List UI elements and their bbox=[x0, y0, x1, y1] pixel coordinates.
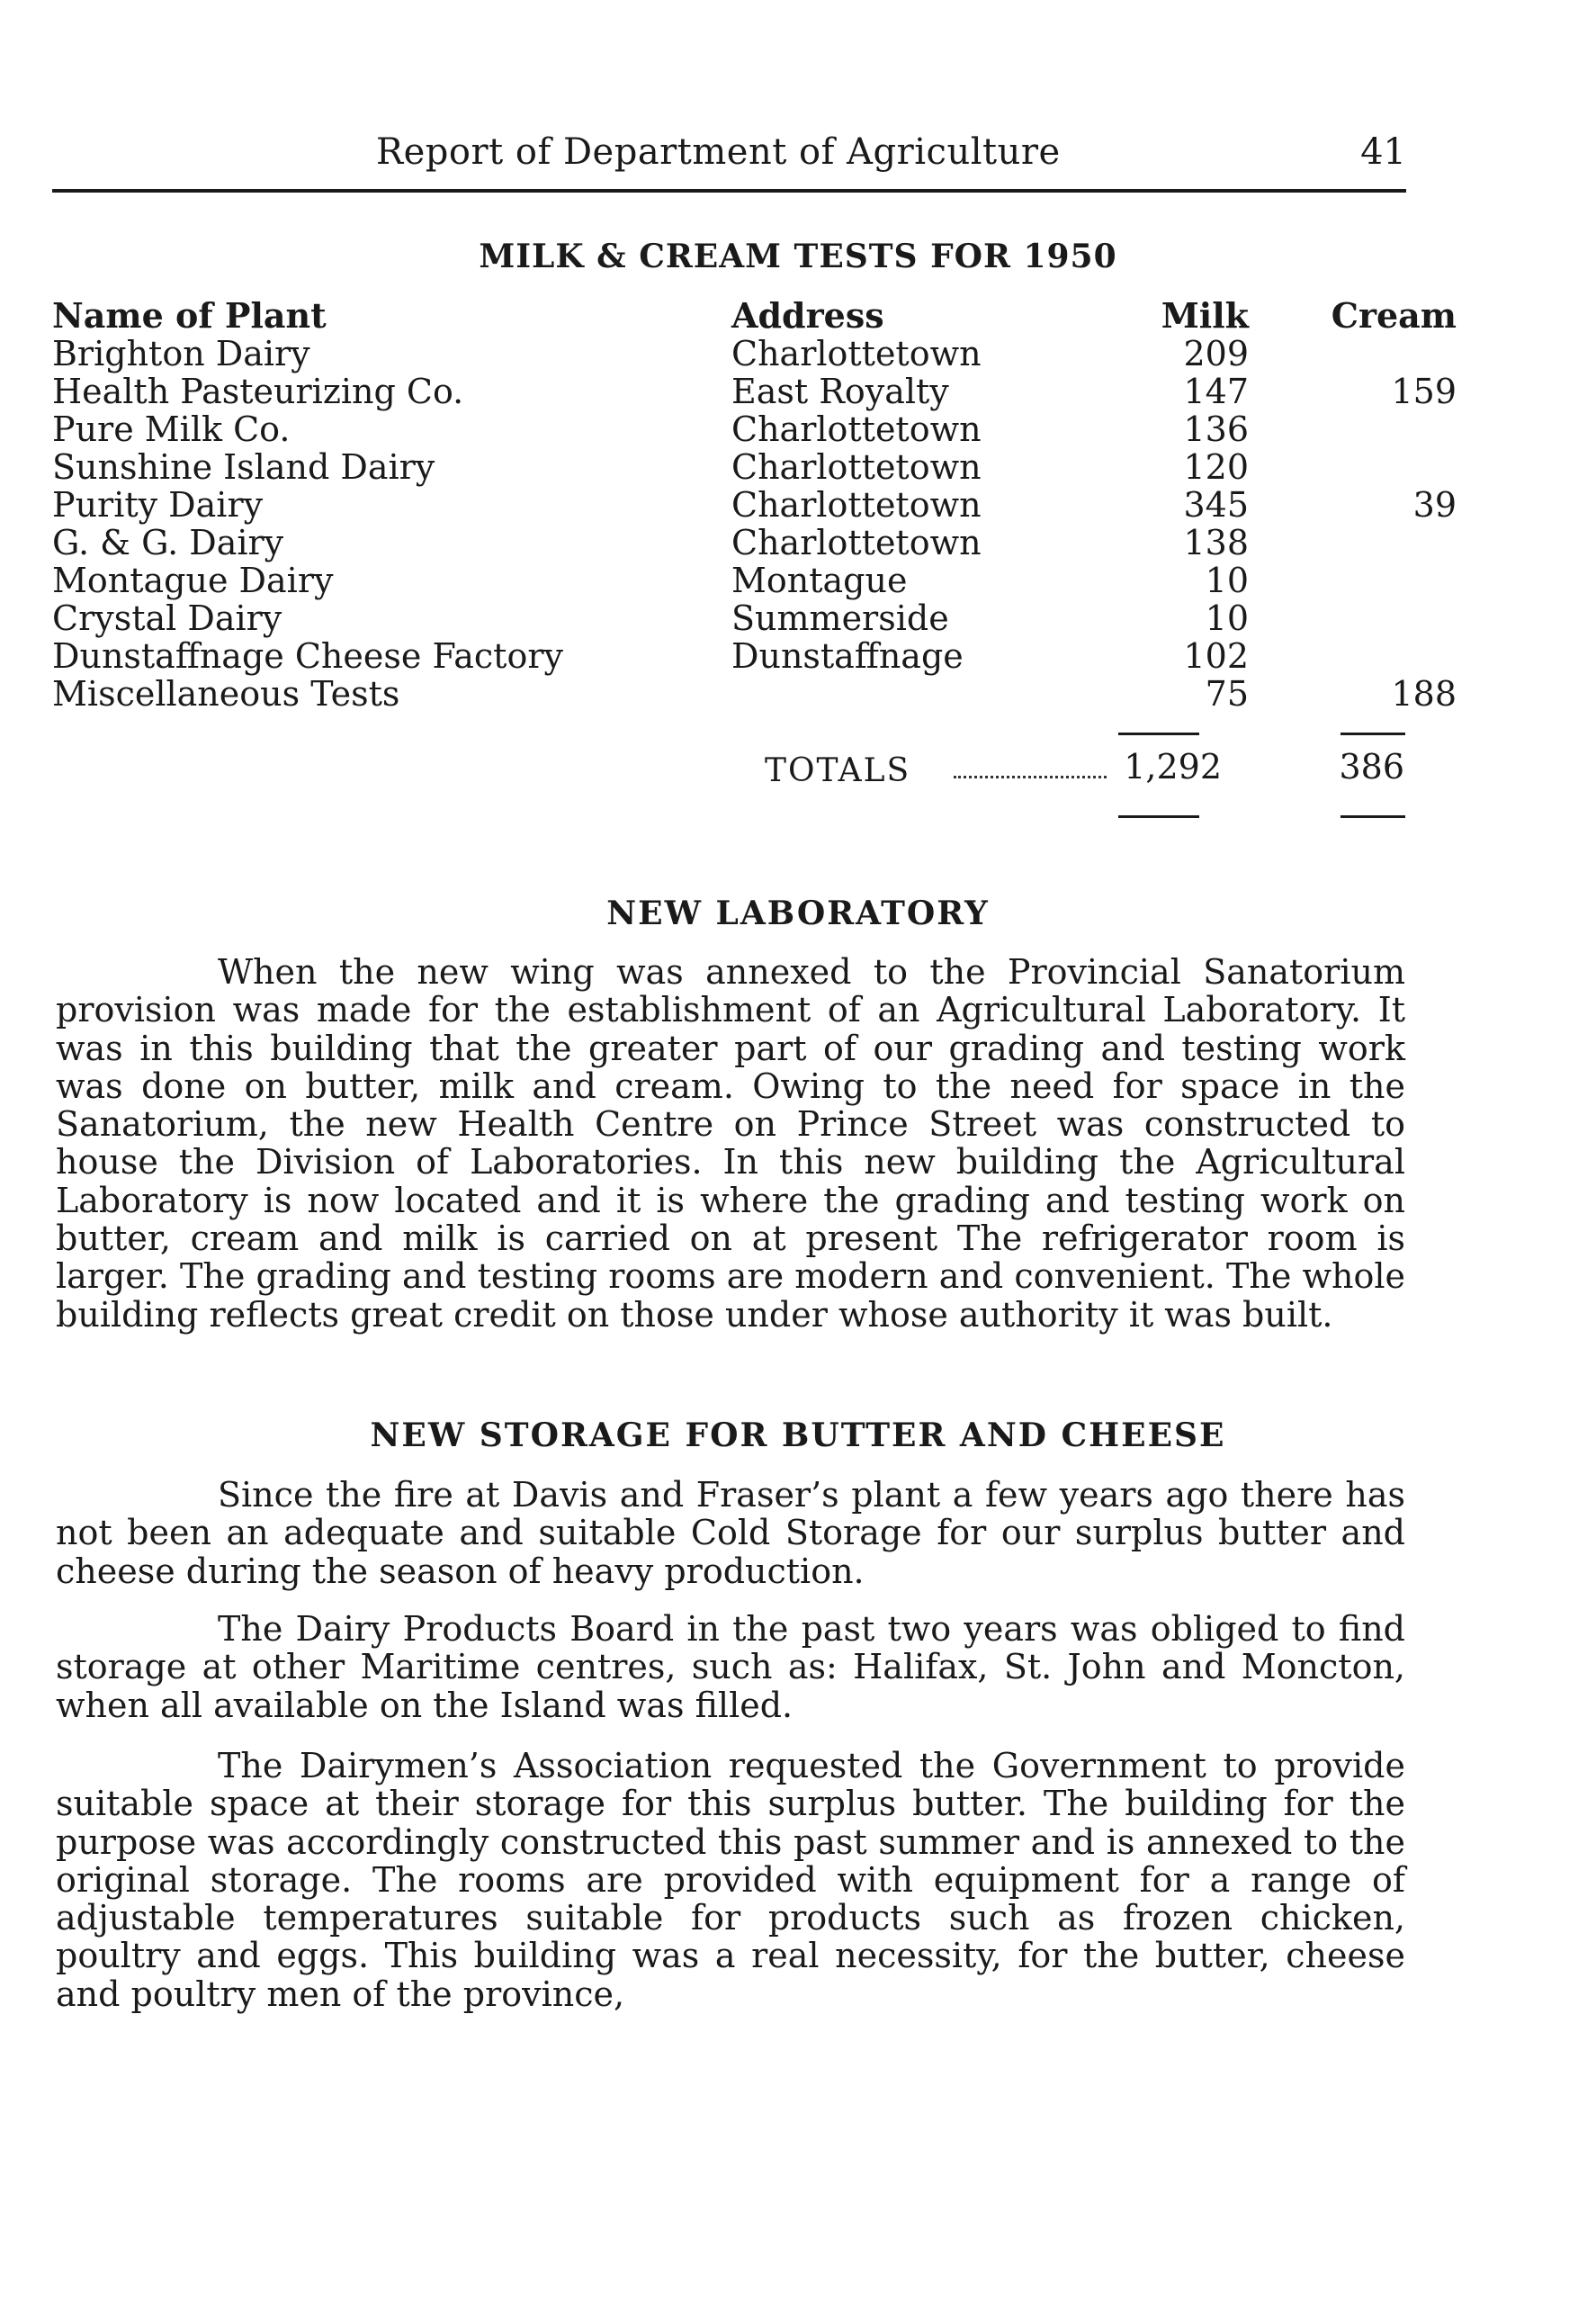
paragraph-dairy-products-board: The Dairy Products Board in the past two years was obliged to find storage at other Maritime centres, such as: Halifax, St. John and Moncton, when all available on the Island was filled. bbox=[56, 1609, 1405, 1725]
plant-address: Charlottetown bbox=[731, 447, 982, 487]
table-row bbox=[52, 485, 1457, 525]
plant-address: Montague bbox=[731, 561, 908, 600]
plant-address: Charlottetown bbox=[731, 334, 982, 373]
milk-count: 102 bbox=[1183, 636, 1249, 676]
plant-name: Crystal Dairy bbox=[52, 598, 282, 638]
cream-count: 159 bbox=[1391, 372, 1457, 411]
running-header bbox=[52, 131, 1406, 182]
totals-label: TOTALS bbox=[765, 752, 911, 789]
table-title: MILK & CREAM TESTS FOR 1950 bbox=[479, 238, 1117, 275]
plant-address: Dunstaffnage bbox=[731, 636, 964, 676]
plant-name: Brighton Dairy bbox=[52, 334, 310, 373]
cream-count: 39 bbox=[1412, 485, 1457, 525]
totals-cream: 386 bbox=[1339, 747, 1404, 787]
plant-name: Dunstaffnage Cheese Factory bbox=[52, 636, 563, 676]
section-heading-new-laboratory: NEW LABORATORY bbox=[606, 895, 990, 932]
paragraph-dairymens-association: The Dairymen’s Association requested the Government to provide suitable space at their storage for this surplus butter. The building for the purpose was accordingly constructed this past summer and is annexed to the original storage. The rooms are provided with equipment for a range of adjustable temperatures suitable for products such as frozen chicken, poultry and eggs. This building was a real necessity, for the butter, cheese and poultry men of the province, bbox=[56, 1746, 1405, 2014]
paragraph-storage-fire: Since the fire at Davis and Fraser’s plant a few years ago there has not been an adequate and suitable Cold Storage for our surplus butter and cheese during the season of heavy production. bbox=[56, 1475, 1405, 1591]
milk-count: 75 bbox=[1205, 674, 1249, 714]
header-rule bbox=[52, 189, 1406, 193]
table-row bbox=[52, 562, 1406, 599]
table-row bbox=[52, 372, 1457, 411]
section-heading-new-storage: NEW STORAGE FOR BUTTER AND CHEESE bbox=[370, 1416, 1226, 1454]
table-row bbox=[52, 674, 1457, 714]
table-row bbox=[52, 410, 1406, 448]
milk-count: 120 bbox=[1183, 447, 1249, 487]
column-header-name: Name of Plant bbox=[52, 295, 327, 336]
milk-sum-rule bbox=[1118, 733, 1199, 735]
paragraph-new-laboratory: When the new wing was annexed to the Provincial Sanatorium provision was made for the establishment of an Agricultural Laboratory. It was in this building that the greater part of our grading and testing work was done on butter, milk and cream. Owing to the need for space in the Sanatorium, the new Health Centre on Prince Street was constructed to house the Division of Laboratories. In this new building the Agricultural Laboratory is now located and it is where the grading and testing work on butter, cream and milk is carried on at present The refrigerator room is larger. The grading and testing rooms are modern and convenient. The whole building reflects great credit on those under whose authority it was built. bbox=[56, 952, 1405, 1335]
totals-milk: 1,292 bbox=[1124, 747, 1222, 787]
plant-name: Purity Dairy bbox=[52, 485, 264, 525]
plant-address: Summerside bbox=[731, 598, 949, 638]
milk-count: 138 bbox=[1183, 523, 1249, 562]
column-header-address: Address bbox=[731, 295, 884, 336]
plant-address: Charlottetown bbox=[731, 409, 982, 449]
header-title: Report of Department of Agriculture bbox=[376, 131, 1061, 173]
table-row bbox=[52, 524, 1406, 562]
milk-total-rule bbox=[1118, 815, 1199, 818]
table-header-row bbox=[52, 295, 1457, 336]
column-header-cream: Cream bbox=[1331, 295, 1457, 336]
column-header-milk: Milk bbox=[1161, 295, 1249, 336]
cream-total-rule bbox=[1340, 815, 1405, 818]
plant-name: G. & G. Dairy bbox=[52, 523, 284, 562]
milk-count: 10 bbox=[1205, 598, 1249, 638]
plant-address: Charlottetown bbox=[731, 485, 982, 525]
plant-name: Miscellaneous Tests bbox=[52, 674, 400, 714]
plant-name: Health Pasteurizing Co. bbox=[52, 372, 464, 411]
milk-count: 10 bbox=[1205, 561, 1249, 600]
milk-count: 345 bbox=[1183, 485, 1249, 525]
milk-count: 147 bbox=[1183, 372, 1249, 411]
table-row bbox=[52, 335, 1406, 373]
plant-address: East Royalty bbox=[731, 372, 949, 411]
plant-name: Pure Milk Co. bbox=[52, 409, 291, 449]
table-row bbox=[52, 599, 1406, 637]
plant-name: Sunshine Island Dairy bbox=[52, 447, 435, 487]
milk-count: 136 bbox=[1183, 409, 1249, 449]
page-number: 41 bbox=[1360, 131, 1406, 173]
table-row bbox=[52, 448, 1406, 486]
plant-address: Charlottetown bbox=[731, 523, 982, 562]
cream-sum-rule bbox=[1340, 733, 1405, 735]
plant-name: Montague Dairy bbox=[52, 561, 334, 600]
table-row bbox=[52, 637, 1406, 675]
milk-count: 209 bbox=[1183, 334, 1249, 373]
cream-count: 188 bbox=[1391, 674, 1457, 714]
